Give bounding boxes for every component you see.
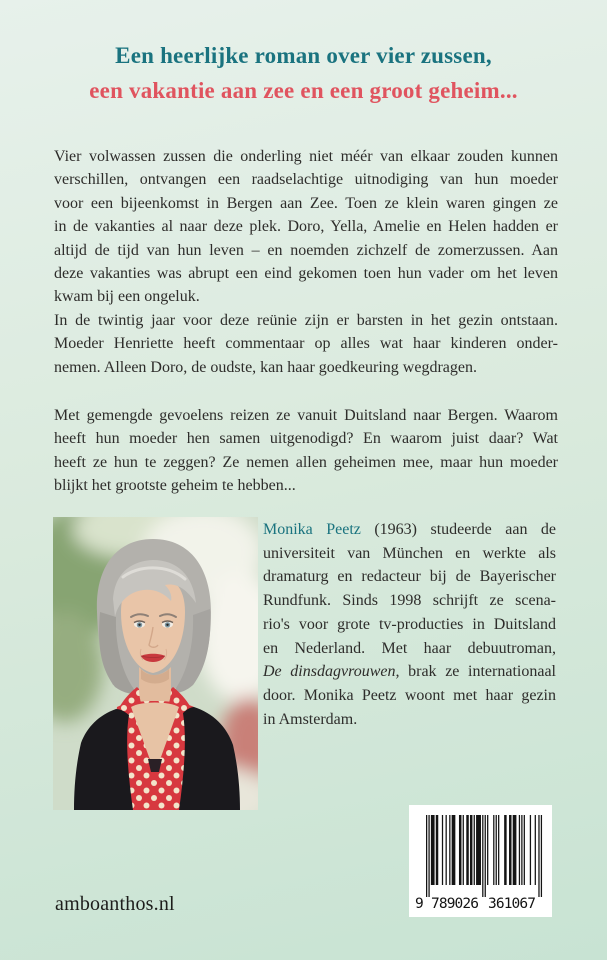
text-line bbox=[54, 451, 558, 474]
text-line bbox=[263, 613, 556, 637]
text-segment-italic: De dinsdagvrouwen, bbox=[263, 663, 400, 681]
author-bio bbox=[263, 518, 556, 731]
text-segment: universiteit van München en werkte als bbox=[263, 544, 556, 562]
barcode-bars bbox=[409, 805, 552, 917]
text-segment: heeft hun moeder hen samen uitgenodigd? En waarom juist daar? Wat bbox=[54, 430, 558, 448]
synopsis-paragraph-2 bbox=[54, 404, 558, 498]
headline-line-1: Een heerlijke roman over vier zussen, bbox=[115, 43, 492, 68]
text-segment: Moeder Henriette heeft commentaar op alles wat haar kinderen onder- bbox=[54, 335, 558, 353]
barcode bbox=[409, 805, 552, 917]
text-line bbox=[54, 474, 558, 497]
text-segment: (1963) studeerde aan de bbox=[360, 521, 557, 538]
publisher-url: amboanthos.nl bbox=[55, 893, 175, 915]
author-photo-illustration bbox=[53, 517, 258, 810]
text-segment: heeft ze hun te zeggen? Ze nemen allen geheimen mee, maar hun moeder bbox=[54, 453, 558, 471]
text-line bbox=[263, 684, 556, 708]
text-line bbox=[54, 285, 558, 308]
text-line bbox=[263, 660, 556, 684]
text-segment: verschillen, ontvangen een raadselachtige uitnodiging van hun moeder bbox=[54, 171, 558, 189]
text-segment: en Nederland. Met haar debuutroman, bbox=[263, 639, 556, 657]
text-line bbox=[54, 427, 558, 450]
text-segment-teal: Monika Peetz bbox=[263, 521, 361, 538]
text-line bbox=[54, 145, 558, 168]
text-line bbox=[263, 708, 556, 732]
text-segment: Rundfunk. Sinds 1998 schrijft ze scena- bbox=[263, 592, 556, 610]
headline-line-2: een vakantie aan zee en een groot geheim... bbox=[89, 78, 518, 103]
headline bbox=[0, 38, 607, 108]
text-segment: door. Monika Peetz woont met haar gezin bbox=[263, 686, 556, 704]
text-line bbox=[263, 542, 556, 566]
text-segment: In de twintig jaar voor deze reünie zijn er barsten in het gezin ontstaan. bbox=[54, 311, 558, 329]
text-segment: dramaturg en redacteur bij de Bayerischer bbox=[263, 568, 556, 586]
text-line bbox=[54, 168, 558, 191]
text-line bbox=[54, 404, 558, 427]
barcode-digits: 361067 bbox=[488, 896, 536, 912]
text-segment: brak ze internationaal bbox=[399, 663, 556, 681]
text-line bbox=[263, 565, 556, 589]
barcode-digits: 789026 bbox=[431, 896, 479, 912]
barcode-digits: 9 bbox=[415, 896, 424, 912]
text-line bbox=[263, 637, 556, 661]
text-line bbox=[54, 192, 558, 215]
synopsis-paragraph-1 bbox=[54, 145, 558, 379]
text-segment: blijkt het grootste geheim te hebben... bbox=[54, 477, 296, 495]
text-segment: kwam bij een ongeluk. bbox=[54, 288, 200, 306]
text-segment: altijd de tijd van hun leven – en noemden zichzelf de zomerzussen. Aan bbox=[54, 241, 558, 259]
author-photo bbox=[53, 517, 258, 810]
text-segment: deze vakanties was abrupt een eind gekomen toen hun vader om het leven bbox=[54, 265, 558, 283]
text-segment: rio's voor grote tv-producties in Duitsland bbox=[263, 615, 556, 633]
text-line bbox=[263, 589, 556, 613]
text-segment: in Amsterdam. bbox=[263, 710, 358, 728]
text-segment: in de vakanties al naar deze plek. Doro, Yella, Amelie en Helen hadden er bbox=[54, 218, 558, 236]
text-line bbox=[54, 332, 558, 355]
text-segment: nemen. Alleen Doro, de oudste, kan haar goedkeuring wegdragen. bbox=[54, 358, 477, 376]
text-segment: voor een bijeenkomst in Bergen aan Zee. Toen ze klein waren gingen ze bbox=[54, 194, 558, 212]
text-line bbox=[54, 239, 558, 262]
text-line bbox=[263, 518, 556, 542]
text-line bbox=[54, 356, 558, 379]
text-line bbox=[54, 215, 558, 238]
text-line bbox=[54, 309, 558, 332]
text-segment: Met gemengde gevoelens reizen ze vanuit Duitsland naar Bergen. Waarom bbox=[54, 407, 558, 424]
text-line bbox=[54, 262, 558, 285]
text-segment: Vier volwassen zussen die onderling niet méér van elkaar zouden kunnen bbox=[54, 148, 558, 165]
